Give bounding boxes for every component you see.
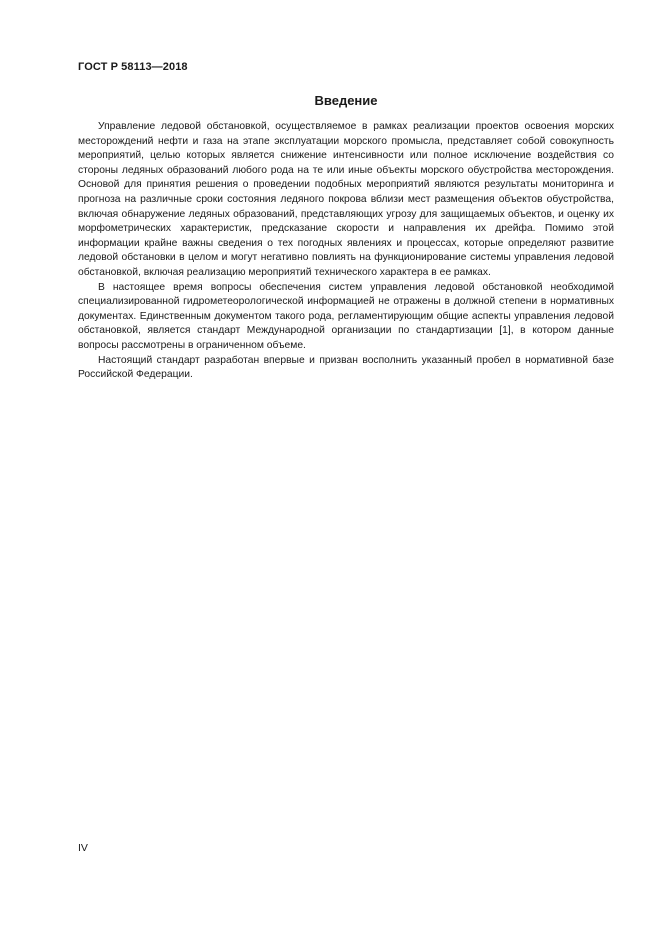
paragraph-2: В настоящее время вопросы обеспечения систем управления ледовой обстановкой необходимой специализированной гидрометеорологической информацией не отражены в должной степени в нормативных документах. Единственным документом такого рода, регламентирующим общие аспекты управления ледовой обстановкой, является стандарт Международной организации по стандартизации [1], в котором данные вопросы рассмотрены в ограниченном объеме. [78, 281, 614, 351]
page-number: IV [78, 842, 88, 854]
section-title: Введение [314, 93, 378, 108]
document-header-id: ГОСТ Р 58113—2018 [78, 61, 188, 73]
section-body [78, 120, 614, 383]
paragraph-3: Настоящий стандарт разработан впервые и призван восполнить указанный пробел в нормативной базе Российской Федерации. [78, 354, 614, 381]
paragraph-1: Управление ледовой обстановкой, осуществляемое в рамках реализации проектов освоения морских месторождений нефти и газа на этапе эксплуатации морского промысла, представляет собой совокупность мероприятий, целью которых является снижение интенсивности или полное исключение воздействия со стороны ледяных образований любого рода на те или иные объекты морского обустройства месторождения. Основой для принятия решения о проведении подобных мероприятий являются результаты мониторинга и прогноза на различные сроки состояния ледяного покрова вблизи мест размещения объектов обустройства, включая обнаружение ледяных образований, представляющих угрозу для защищаемых объектов, и оценку их морфометрических характеристик, предсказание скорости и направления их дрейфа. Помимо этой информации крайне важны сведения о тех погодных явлениях и процессах, которые определяют развитие ледовой обстановки в целом и могут негативно повлиять на функционирование системы управления ледовой обстановкой, включая реализацию мероприятий технического характера в ее рамках. [78, 121, 614, 278]
